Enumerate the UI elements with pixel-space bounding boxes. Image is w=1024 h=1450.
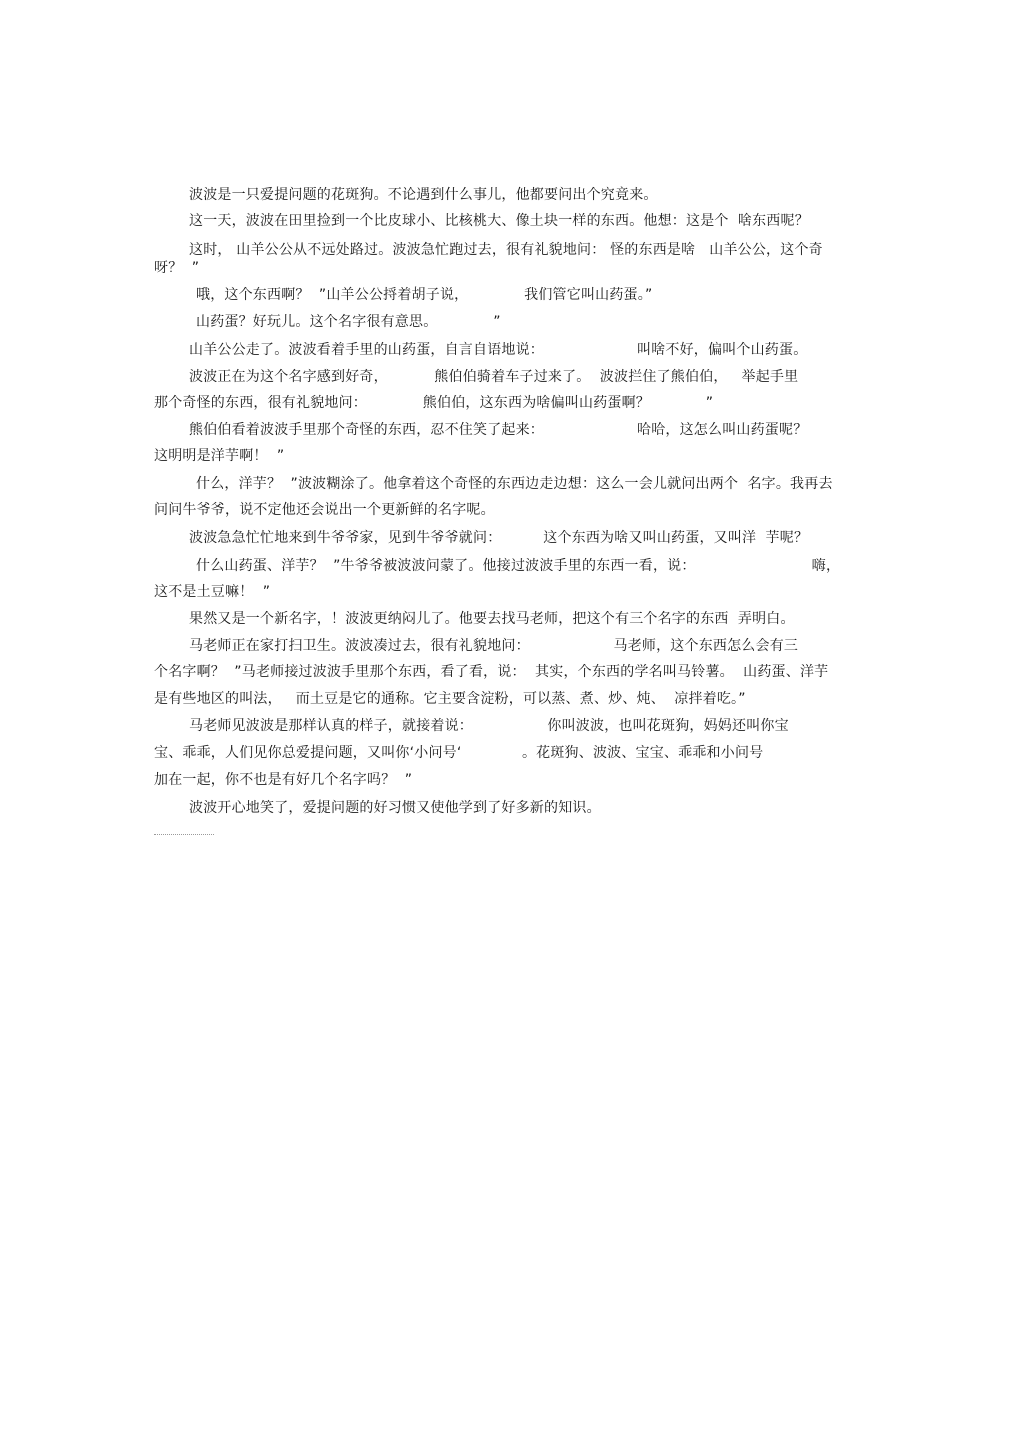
paragraph-line: 那个奇怪的东西，很有礼貌地问： 熊伯伯，这东西为啥偏叫山药蛋啊？ ” [154,395,714,411]
paragraph-line: 宝、乖乖，人们见你总爱提问题，又叫你‘小问号‘ 。花斑狗、波波、宝宝、乖乖和小问号 [154,745,764,761]
paragraph-line: 波波是一只爱提问题的花斑狗。不论遇到什么事儿，他都要问出个究竟来。 [189,187,658,203]
paragraph-line: 波波急急忙忙地来到牛爷爷家，见到牛爷爷就问： 这个东西为啥又叫山药蛋，又叫洋 芋呢？ [189,530,809,546]
paragraph-line: 这时， 山羊公公从不远处路过。波波急忙跑过去，很有礼貌地问： 怪的东西是啥 山羊公公，这个奇 [189,242,823,258]
paragraph-line: 马老师正在家打扫卫生。波波凑过去，很有礼貌地问： 马老师，这个东西怎么会有三 [189,638,799,654]
paragraph-line: 这明明是洋芋啊！ ” [154,448,285,464]
paragraph-line: 山羊公公走了。波波看着手里的山药蛋，自言自语地说： 叫啥不好，偏叫个山药蛋。 [189,342,808,358]
paragraph-line: 什么山药蛋、洋芋？ ”牛爷爷被波波问蒙了。他接过波波手里的东西一看，说： 嗨， [196,558,841,574]
paragraph-line: 呀？ ” [154,260,200,276]
paragraph-line: 这一天，波波在田里捡到一个比皮球小、比核桃大、像土块一样的东西。他想：这是个 啥东西呢？ [189,213,809,229]
paragraph-line: 熊伯伯看着波波手里那个奇怪的东西，忍不住笑了起来： 哈哈，这怎么叫山药蛋呢？ [189,422,808,438]
footer-divider [154,834,214,835]
paragraph-line: 这不是土豆嘛！ ” [154,584,271,600]
paragraph-line: 个名字啊？ ”马老师接过波波手里那个东西，看了看，说： 其实，个东西的学名叫马铃薯。 山药蛋、洋芋 [154,664,829,680]
paragraph-line: 马老师见波波是那样认真的样子，就接着说： 你叫波波，也叫花斑狗，妈妈还叫你宝 [189,718,789,734]
paragraph-line: 山药蛋？好玩儿。这个名字很有意思。 ” [196,314,501,330]
paragraph-line: 波波开心地笑了，爱提问题的好习惯又使他学到了好多新的知识。 [189,800,601,816]
paragraph-line: 哦，这个东西啊？ ”山羊公公捋着胡子说， 我们管它叫山药蛋。” [196,287,653,303]
paragraph-line: 波波正在为这个名字感到好奇， 熊伯伯骑着车子过来了。 波波拦住了熊伯伯， 举起手里 [189,369,799,385]
paragraph-line: 加在一起，你不也是有好几个名字吗？ ” [154,772,413,788]
paragraph-line: 问问牛爷爷，说不定他还会说出一个更新鲜的名字呢。 [154,502,495,518]
paragraph-line: 果然又是一个新名字，！波波更纳闷儿了。他要去找马老师，把这个有三个名字的东西 弄明白。 [189,611,795,627]
paragraph-line: 是有些地区的叫法， 而土豆是它的通称。它主要含淀粉，可以蒸、煮、炒、炖、 凉拌着吃。” [154,691,746,707]
paragraph-line: 什么，洋芋？ ”波波糊涂了。他拿着这个奇怪的东西边走边想：这么一会儿就问出两个 名字。我再去 [196,476,833,492]
